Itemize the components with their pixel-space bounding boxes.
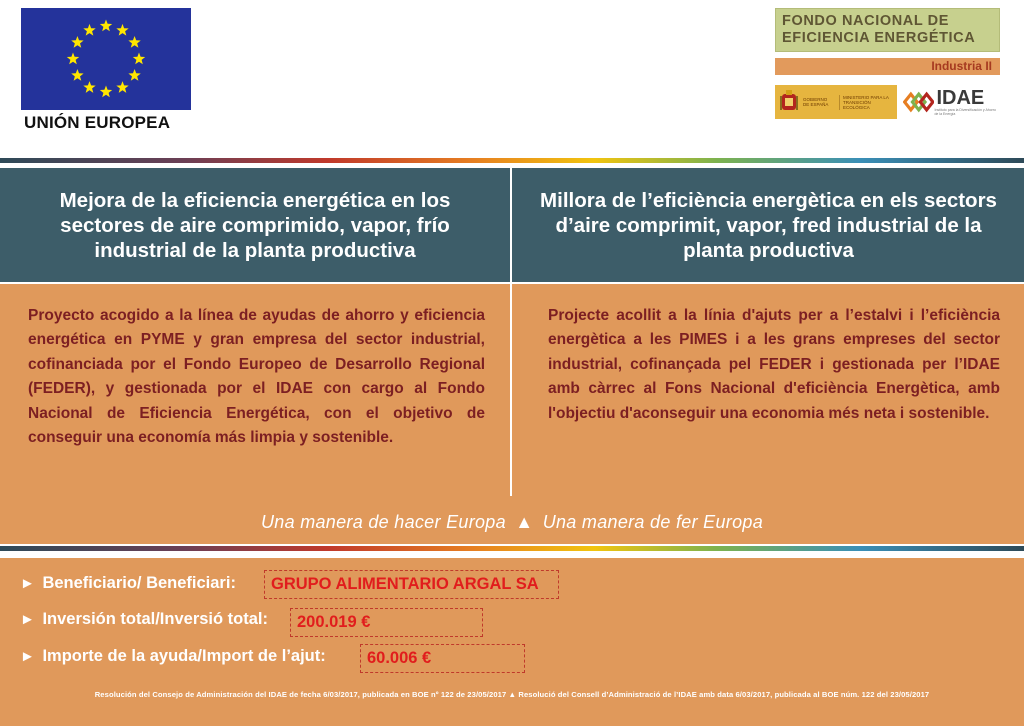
government-logos <box>775 85 1000 119</box>
arrow-right-icon: ► <box>20 575 35 592</box>
idae-sub: Instituto para la Diversificación y Ahorro de la Energía <box>934 108 996 116</box>
title-spanish: Mejora de la eficiencia energética en los sectores de aire comprimido, vapor, frío industrial de la planta productiva <box>59 188 451 262</box>
description-divider <box>510 284 512 496</box>
rainbow-divider-bottom <box>0 546 1024 551</box>
idae-logo <box>903 87 1000 117</box>
idae-label: IDAE <box>936 87 985 109</box>
investment-value: 200.019 € <box>290 608 483 637</box>
idae-mark-icon <box>903 87 934 117</box>
aid-label: Importe de la ayuda/Import de l’ajut: <box>42 647 326 665</box>
footer-catalan: Resolució del Consell d’Administració de l’IDAE amb data 6/03/2017, publicada al BOE núm. 122 del 23/05/2017 <box>518 690 930 699</box>
description-band <box>0 282 1024 544</box>
title-band <box>0 168 1024 282</box>
ministry-text: MINISTERIO PARA LA TRANSICIÓN ECOLÓGICA <box>839 95 897 110</box>
motto <box>0 512 1024 533</box>
investment-row <box>20 610 268 629</box>
title-catalan: Millora de l’eficiència energètica en els sectors d’aire comprimit, vapor, fred industrial de la planta productiva <box>540 188 997 262</box>
fund-title: FONDO NACIONAL DE EFICIENCIA ENERGÉTICA <box>775 8 1000 52</box>
arrow-right-icon: ► <box>20 611 35 628</box>
government-text: GOBIERNO DE ESPAÑA <box>803 97 829 107</box>
description-catalan: Projecte acollit a la línia d'ajuts per a l’estalvi i l’eficiència energètica a les PIMES i a les grans empreses del sector industrial, cofinançada pel FEDER i gestionada per l’IDAE amb càrrec al Fons Nacional d'eficiència Energètica, amb l'objectiu d'aconseguir una economia més neta i sostenible. <box>548 307 1000 422</box>
footer-separator: ▲ <box>508 690 517 699</box>
description-spanish: Proyecto acogido a la línea de ayudas de ahorro y eficiencia energética en PYME y gran empresa del sector industrial, cofinanciada por el Fondo Europeo de Desarrollo Regional (FEDER), y gestionada por el IDAE con cargo al Fondo Nacional de Eficiencia Energética, con el objetivo de conseguir una economía más limpia y sostenible. <box>28 307 485 447</box>
fund-logo-block <box>775 8 1000 119</box>
beneficiary-row <box>20 574 236 593</box>
beneficiary-label: Beneficiario/ Beneficiari: <box>42 574 236 592</box>
triangle-icon: ▲ <box>515 512 534 532</box>
fund-subtitle: Industria II <box>775 58 1000 75</box>
page-header <box>0 0 1024 158</box>
footer-resolution <box>0 690 1024 699</box>
eu-flag-icon <box>21 8 191 110</box>
rainbow-divider-top <box>0 158 1024 163</box>
eu-label: UNIÓN EUROPEA <box>24 113 171 132</box>
aid-row <box>20 647 326 666</box>
government-badge <box>775 85 897 119</box>
footer-spanish: Resolución del Consejo de Administración del IDAE de fecha 6/03/2017, publicada en BOE nº 122 de 23/05/2017 <box>94 690 507 699</box>
title-divider <box>510 168 512 282</box>
beneficiary-value: GRUPO ALIMENTARIO ARGAL SA <box>264 570 559 599</box>
aid-value: 60.006 € <box>360 644 525 673</box>
beneficiary-band <box>0 558 1024 726</box>
arrow-right-icon: ► <box>20 648 35 665</box>
band-separator <box>0 282 1024 284</box>
motto-spanish: Una manera de hacer Europa <box>260 512 506 532</box>
investment-label: Inversión total/Inversió total: <box>42 610 268 628</box>
motto-catalan: Una manera de fer Europa <box>542 512 764 532</box>
eu-logo <box>21 8 191 133</box>
spain-crest-icon <box>779 89 799 115</box>
